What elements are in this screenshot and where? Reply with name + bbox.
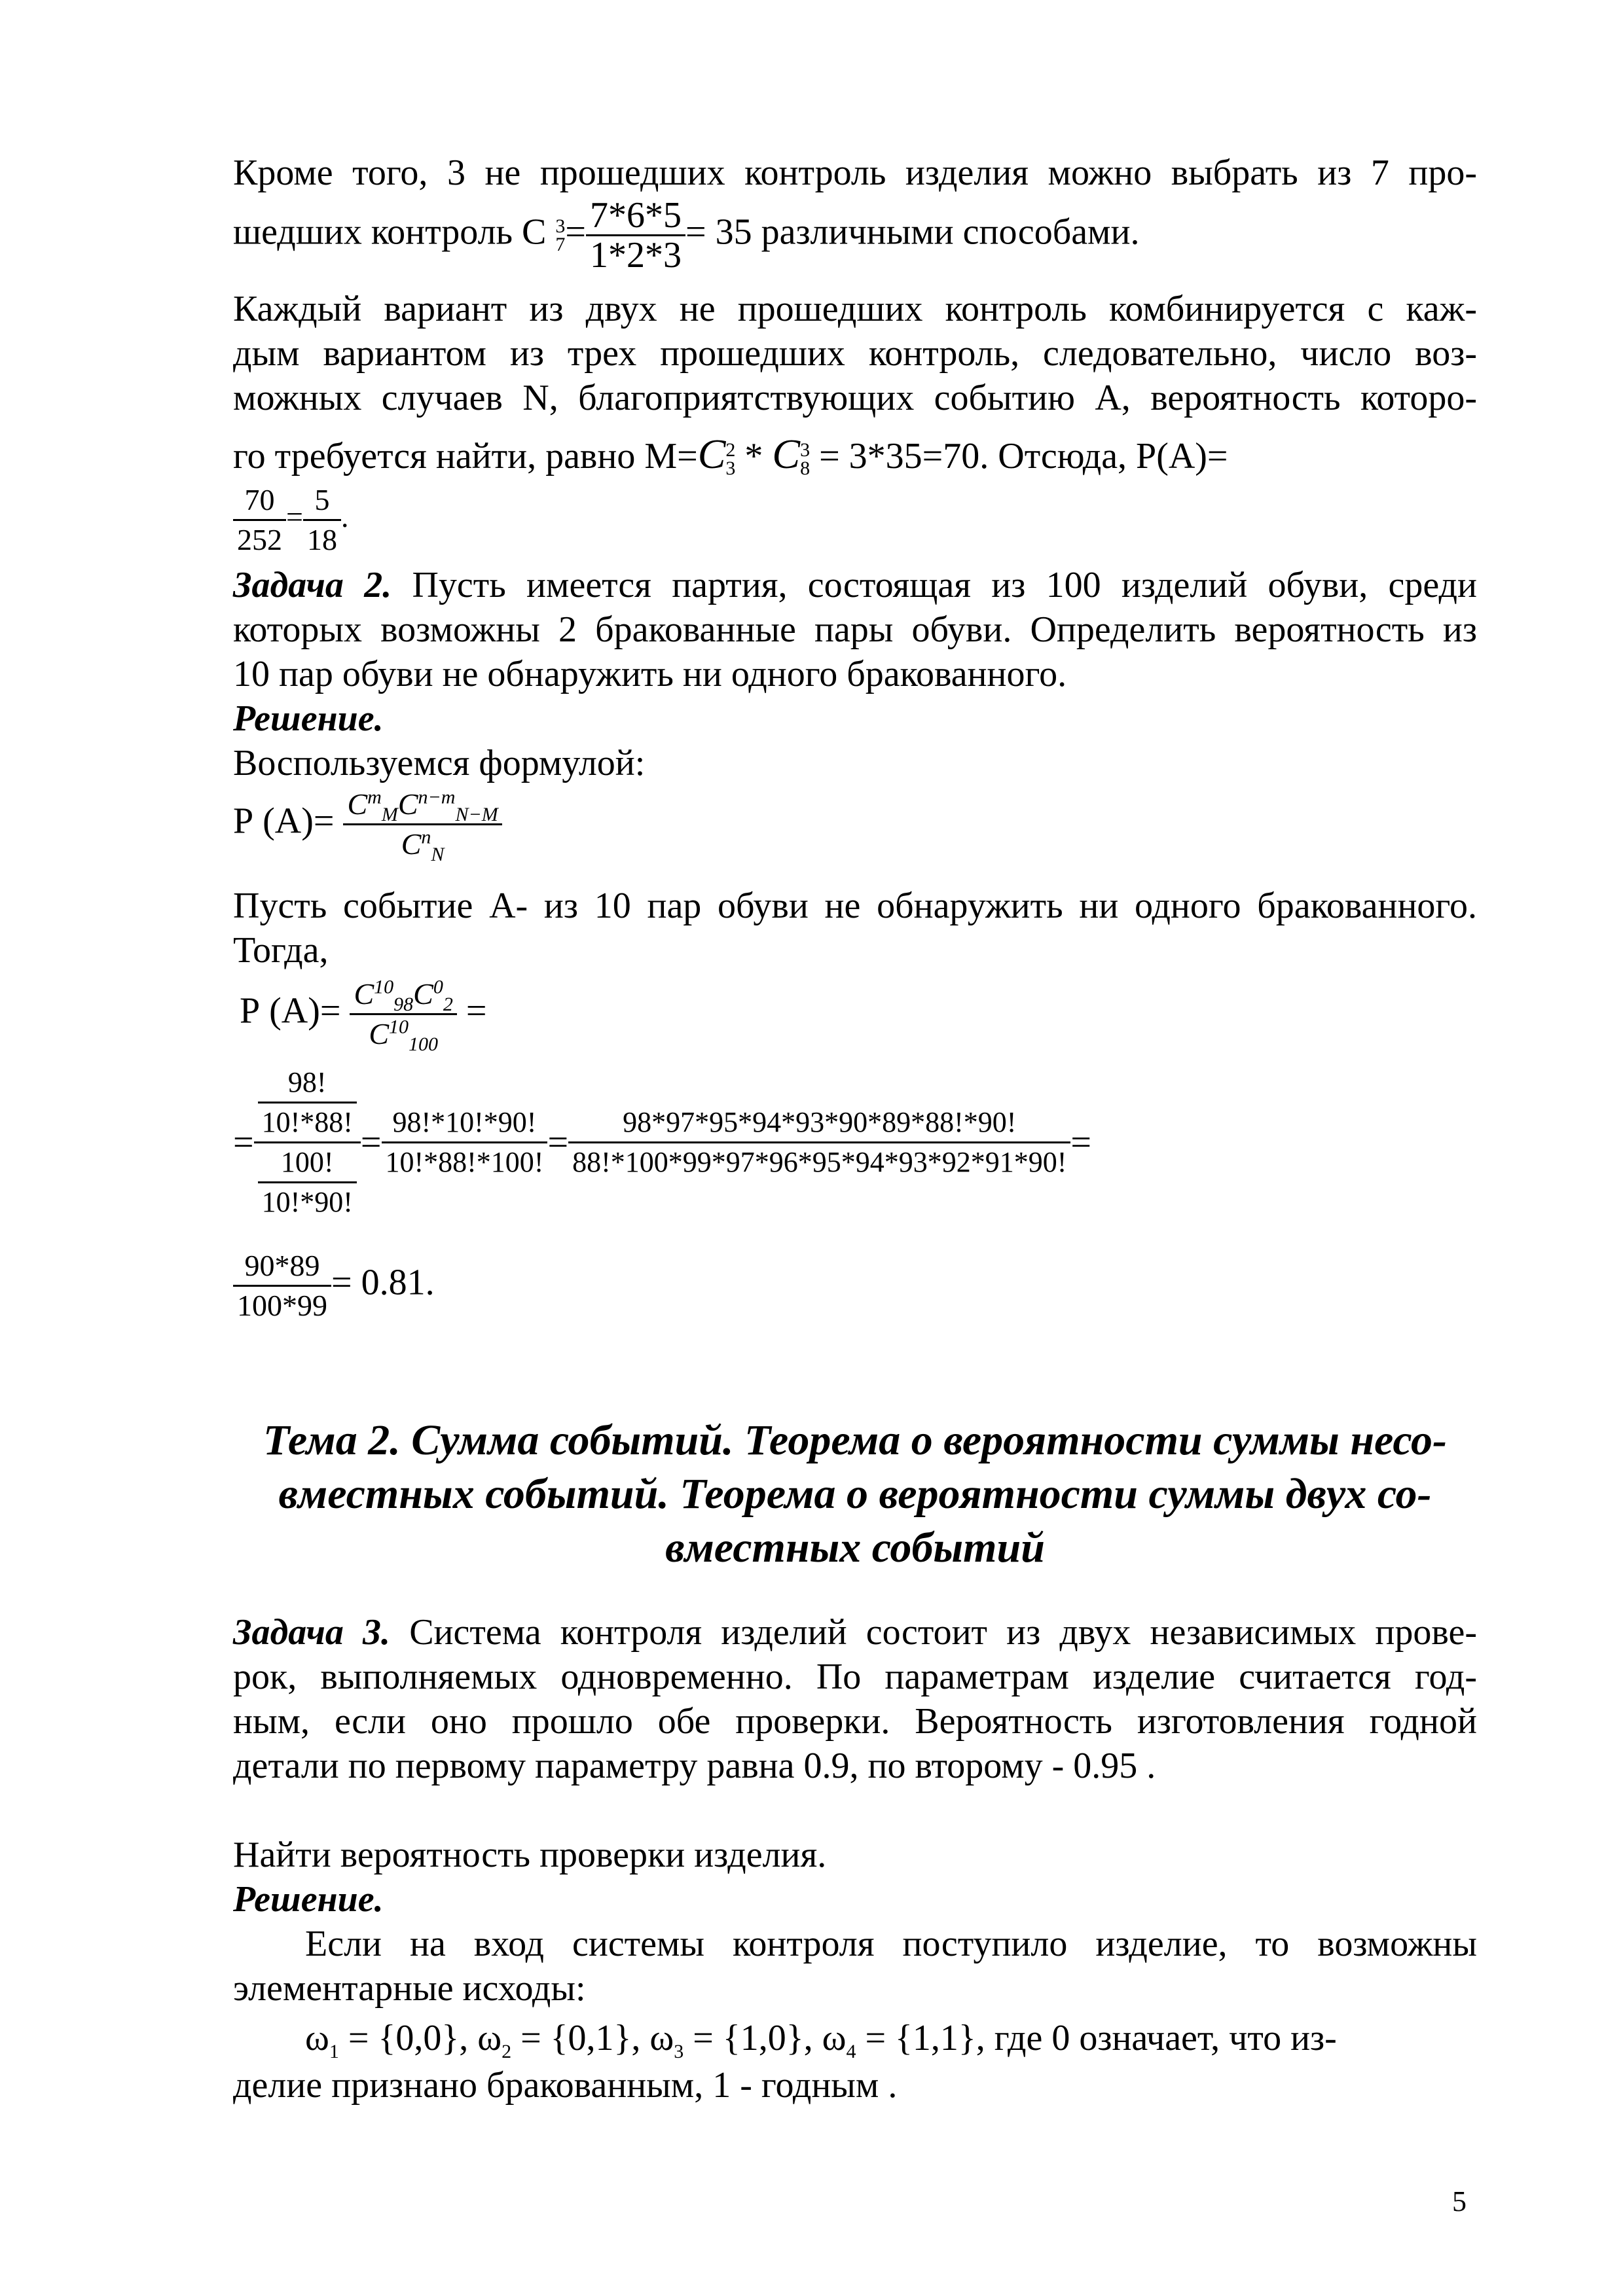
p2-f1-den: 252	[237, 523, 282, 556]
p2-line4	[233, 432, 1228, 478]
sp-c1-sub: 98	[393, 994, 414, 1016]
p2-f2-den: 18	[306, 523, 337, 556]
sp-c2: C	[413, 977, 433, 1011]
p1-combination-indices	[555, 217, 565, 254]
sp-c2-sub: 2	[443, 994, 453, 1016]
omega-2: ω	[477, 2018, 502, 2058]
task3-line1	[233, 1610, 1477, 1655]
pa-label: Р (А)=	[233, 800, 335, 842]
omega-3: ω	[649, 2018, 674, 2058]
p2-l4-b: = 3*35=70. Отсюда, Р(А)=	[819, 436, 1228, 476]
p2-c1-indices	[725, 441, 735, 478]
p2-line3: можных случаев N, благоприятствующих событию А, вероятность которо-	[233, 378, 1477, 418]
big-nested-bottom	[254, 1143, 361, 1221]
sp-c2-sup: 0	[433, 976, 443, 998]
p2-dot: .	[340, 500, 349, 534]
gen-c2: C	[397, 787, 418, 821]
big-eq2: =	[547, 1122, 569, 1163]
p2-c1-sub: 3	[725, 457, 736, 480]
omega-1: ω	[305, 2018, 329, 2058]
w3-val: = {1,0},	[684, 2018, 822, 2058]
p1-line2-post: = 35 различными способами.	[685, 211, 1140, 253]
w2-sub: 2	[501, 2041, 512, 2063]
task2-label: Задача 2.	[233, 565, 392, 605]
p2-star: *	[744, 436, 763, 476]
big-eq1: =	[360, 1122, 382, 1163]
formula-intro: Воспользуемся формулой:	[233, 743, 646, 783]
big-c-fraction	[568, 1103, 1070, 1181]
p1-frac-den: 1*2*3	[590, 235, 682, 276]
big-b-den: 10!*88!*100!	[385, 1146, 544, 1178]
gen-c1: C	[347, 787, 368, 821]
big-a-upper	[258, 1064, 357, 1141]
gen-c2-sub: N−M	[455, 804, 498, 826]
final-num: 90*89	[233, 1247, 331, 1287]
big-a-bot: 10!*90!	[261, 1186, 353, 1218]
sp-den-sup: 10	[389, 1016, 409, 1038]
big-lead-eq: =	[233, 1122, 254, 1163]
w4-val: = {1,1}, где 0 означает, что из-	[856, 2018, 1337, 2058]
general-formula	[233, 785, 502, 866]
big-a-lower	[258, 1143, 357, 1221]
event-line1: Пусть событие А- из 10 пар обуви не обнаружить ни одного бракованного.	[233, 886, 1477, 926]
specific-numerator	[350, 975, 456, 1015]
big-eq3: =	[1070, 1122, 1091, 1163]
gen-c1-sub: M	[381, 804, 398, 826]
sol2-line4: делие признано бракованным, 1 - годным .	[233, 2065, 898, 2106]
p1-line1: Кроме того, 3 не прошедших контроль изделия можно выбрать из 7 про-	[233, 152, 1477, 193]
sp-den-c: C	[369, 1017, 389, 1050]
general-denominator	[343, 825, 501, 866]
topic-heading-line3: вместных событий	[665, 1524, 1045, 1571]
p2-line2: дым вариантом из трех прошедших контроль, следовательно, число воз-	[233, 333, 1477, 374]
task3-label: Задача 3.	[233, 1612, 391, 1653]
w3-sub: 3	[674, 2041, 684, 2063]
p2-c2-indices	[800, 441, 810, 478]
final-result-line	[233, 1247, 435, 1325]
general-numerator	[343, 785, 501, 825]
gen-den-sup: n	[421, 826, 431, 848]
p2-fraction-line	[233, 481, 348, 559]
task2-line2: которых возможны 2 бракованные пары обуви. Определить вероятность из	[233, 609, 1477, 650]
pa2-label: Р (А)=	[240, 990, 341, 1031]
p2-c2-sup: 3	[800, 439, 811, 461]
p1-eq: =	[565, 211, 586, 253]
task2-l1: Пусть имеется партия, состоящая из 100 изделий обуви, среди	[392, 565, 1477, 605]
big-a-mid-num: 10!*88!	[261, 1106, 353, 1138]
p2-c2: C	[772, 431, 801, 477]
find-line: Найти вероятность проверки изделия.	[233, 1835, 827, 1875]
task3-l1: Система контроля изделий состоит из двух независимых прове-	[390, 1612, 1477, 1653]
big-b-fraction	[382, 1103, 548, 1181]
topic-heading-line2: вместных событий. Теорема о вероятности суммы двух со-	[278, 1470, 1432, 1518]
big-computation	[233, 1064, 1091, 1221]
specific-fraction	[350, 975, 456, 1056]
gen-den-sub: N	[431, 844, 445, 866]
event-line2: Тогда,	[233, 930, 329, 971]
task3-line4: детали по первому параметру равна 0.9, по второму - 0.95 .	[233, 1746, 1156, 1786]
w2-val: = {0,1},	[511, 2018, 650, 2058]
p1-c-sub: 7	[555, 233, 566, 255]
solution2-label: Решение.	[233, 1879, 384, 1920]
p2-c1-sup: 2	[725, 439, 736, 461]
w1-val: = {0,0},	[338, 2018, 478, 2058]
task3-line3: ным, если оно прошло обе проверки. Вероятность изготовления годной	[233, 1701, 1477, 1742]
gen-c1-sup: m	[367, 786, 382, 808]
final-den: 100*99	[237, 1289, 327, 1322]
w4-sub: 4	[846, 2041, 856, 2063]
task2-line3: 10 пар обуви не обнаружить ни одного бракованного.	[233, 654, 1067, 694]
p1-c-sup: 3	[555, 215, 566, 237]
p1-frac-num: 7*6*5	[586, 196, 685, 236]
task3-line2: рок, выполняемых одновременно. По параметрам изделие считается год-	[233, 1657, 1477, 1697]
page-number: 5	[1452, 2185, 1467, 2217]
big-a-top: 98!	[258, 1064, 357, 1103]
p2-c2-sub: 8	[800, 457, 811, 480]
sp-den-sub: 100	[409, 1033, 438, 1056]
p2-f1-num: 70	[233, 481, 286, 521]
p2-frac1	[233, 481, 286, 559]
p2-frac2	[303, 481, 341, 559]
p2-l4-a: го требуется найти, равно М=	[233, 436, 698, 476]
p2-c1: C	[697, 431, 726, 477]
p2-line1: Каждый вариант из двух не прошедших контроль комбинируется с каж-	[233, 289, 1477, 329]
big-c-den: 88!*100*99*97*96*95*94*93*92*91*90!	[572, 1146, 1067, 1178]
outcomes-line	[305, 2016, 1337, 2063]
solution-label: Решение.	[233, 698, 384, 739]
w1-sub: 1	[329, 2041, 339, 2063]
specific-denominator	[350, 1015, 456, 1056]
p1-fraction	[586, 196, 685, 274]
sol2-line1: Если на вход системы контроля поступило изделие, то возможны	[305, 1924, 1477, 1964]
big-b-num: 98!*10!*90!	[382, 1103, 548, 1143]
final-fraction	[233, 1247, 331, 1325]
topic-heading-line1: Тема 2. Сумма событий. Теорема о вероятности суммы несо-	[263, 1416, 1448, 1464]
sp-eq: =	[465, 990, 487, 1031]
final-result: = 0.81.	[331, 1262, 435, 1303]
specific-formula	[240, 975, 487, 1056]
p2-frac-eq: =	[286, 500, 303, 534]
big-a-mid-den: 100!	[258, 1143, 357, 1183]
big-c-num: 98*97*95*94*93*90*89*88!*90!	[568, 1103, 1070, 1143]
p1-line2	[233, 196, 1139, 274]
general-fraction	[343, 785, 501, 866]
sp-c1-sup: 10	[374, 976, 394, 998]
gen-den-c: C	[401, 827, 422, 861]
big-nested-fraction	[254, 1064, 361, 1221]
gen-c2-sup: n−m	[418, 786, 456, 808]
p1-line2-pre: шедших контроль С	[233, 211, 547, 253]
sol2-line2: элементарные исходы:	[233, 1968, 586, 2009]
big-nested-top	[254, 1064, 361, 1143]
p2-f2-num: 5	[303, 481, 341, 521]
omega-4: ω	[822, 2018, 847, 2058]
task2-line1	[233, 563, 1477, 607]
sp-c1: C	[354, 977, 374, 1011]
